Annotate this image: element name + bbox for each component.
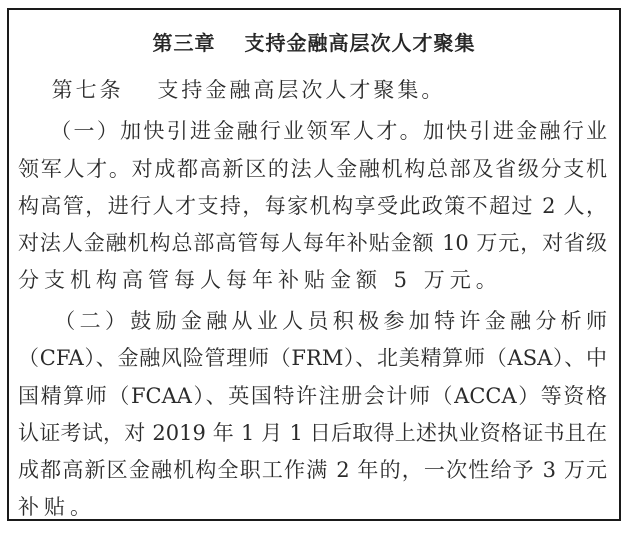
clause-1-line-2: 领军人才。对成都高新区的法人金融机构总部及省级分支机: [18, 157, 607, 181]
clause-1-line-1: （一）加快引进金融行业领军人才。加快引进金融行业: [18, 119, 607, 143]
clause-2-line-5: 成都高新区金融机构全职工作满 2 年的，一次性给予 3 万元: [18, 458, 607, 482]
article-heading: 第七条 支持金融高层次人才聚集。: [18, 78, 446, 102]
clause-2-line-1: （二）鼓励金融从业人员积极参加特许金融分析师: [18, 309, 607, 333]
clause-2-line-2: （CFA）、金融风险管理师（FRM）、北美精算师（ASA）、中: [18, 346, 607, 370]
clause-1-line-5: 分支机构高管每人每年补贴金额 5 万元。: [18, 268, 502, 292]
chapter-title: 第三章 支持金融高层次人才聚集: [152, 31, 476, 55]
clause-1-line-3: 构高管，进行人才支持，每家机构享受此政策不超过 2 人，: [18, 194, 607, 218]
clause-2-line-6: 补贴。: [18, 495, 96, 519]
clause-2-line-3: 国精算师（FCAA）、英国特许注册会计师（ACCA）等资格: [18, 384, 607, 408]
clause-1-line-4: 对法人金融机构总部高管每人每年补贴金额 10 万元，对省级: [18, 231, 607, 255]
clause-2-line-4: 认证考试，对 2019 年 1 月 1 日后取得上述执业资格证书且在: [18, 421, 607, 445]
